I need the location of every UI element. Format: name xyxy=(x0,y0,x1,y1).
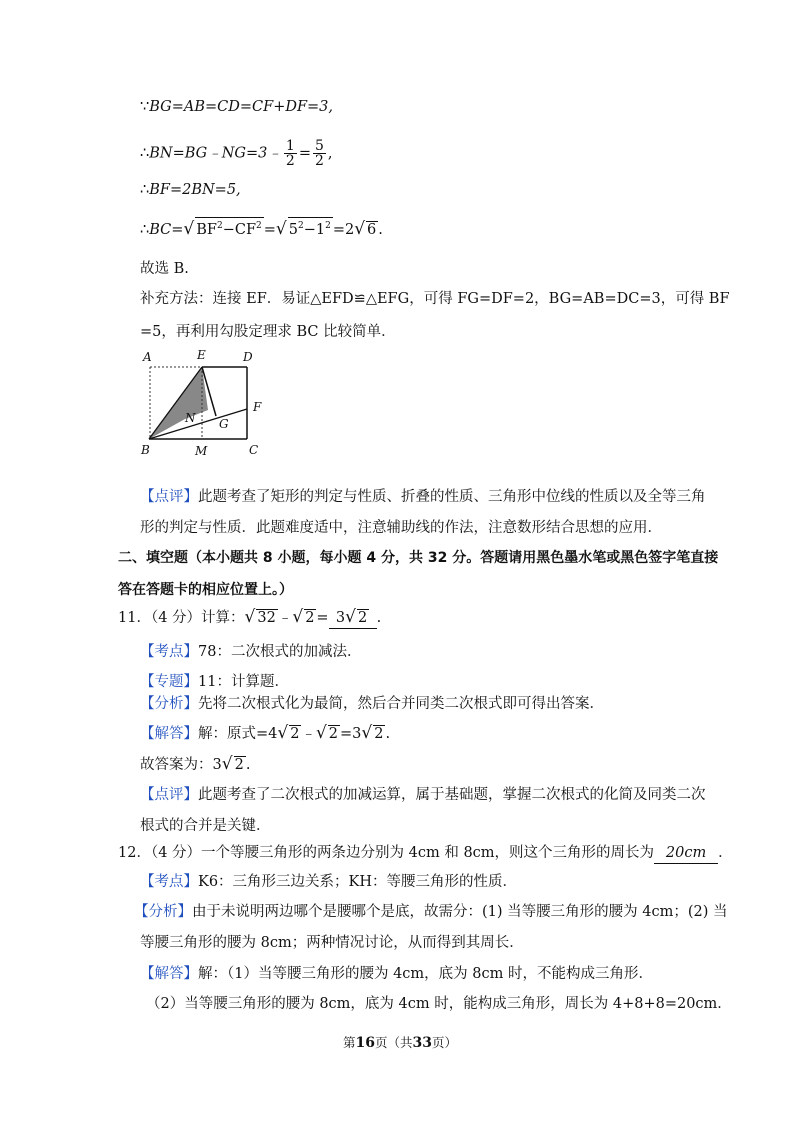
equation: BG=AB=CD=CF+DF=3, xyxy=(149,99,334,115)
choice-line: 故选 B. xyxy=(140,261,189,277)
q12-point: 【考点】K6：三角形三边关系；KH：等腰三角形的性质． xyxy=(140,874,518,890)
radical-sign: √ xyxy=(183,218,195,239)
q11-point: 【考点】78：二次根式的加减法． xyxy=(140,644,362,660)
denominator: 2 xyxy=(285,153,295,169)
radical-sign: √ xyxy=(354,218,366,239)
step-line-2 xyxy=(140,139,333,168)
equals-sign: =2 xyxy=(332,221,355,238)
radical-sign: √ xyxy=(244,607,256,627)
supplement-line-1: 补充方法：连接 EF．易证△EFD≌△EFG，可得 FG=DF=2，BG=AB=DC=3，可得 BF xyxy=(140,291,730,307)
label-a: A xyxy=(143,350,152,364)
q12-analysis-2: 等腰三角形的腰为 8cm；两种情况讨论，从而得到其周长． xyxy=(140,935,524,951)
step-line-1 xyxy=(140,97,333,117)
page-footer: 第16页（共33页） xyxy=(342,1035,457,1051)
period: . xyxy=(378,221,383,238)
numerator: 5 xyxy=(314,138,324,154)
because-symbol: ∵ xyxy=(140,99,150,115)
label-d: D xyxy=(243,350,253,364)
q11-analysis: 【分析】先将二次根式化为最简，然后合并同类二次根式即可得出答案． xyxy=(140,696,604,712)
equation-left: BN=BG﹣NG=3﹣ xyxy=(149,145,282,162)
fraction-one-half xyxy=(284,139,297,168)
label-e: E xyxy=(197,348,206,362)
label-c: C xyxy=(249,443,259,457)
numerator: 1 xyxy=(285,138,295,154)
denominator: 2 xyxy=(314,153,324,169)
section-heading-line-2: 答在答题卡的相应位置上。） xyxy=(118,582,293,598)
q12-analysis-1: 【分析】由于未说明两边哪个是腰哪个是底，故需分：(1) 当等腰三角形的腰为 4cm；(2) 当 xyxy=(134,904,728,920)
q11-solution: 【解答】解：原式=4√ 2 ﹣√ 2 =3√ 2 . xyxy=(140,723,391,743)
label-n: N xyxy=(185,411,196,425)
label-g: G xyxy=(219,417,229,431)
equals-sign: = xyxy=(263,221,276,238)
review-line-1: 【点评】此题考查了矩形的判定与性质、折叠的性质、三角形中位线的性质以及全等三角 xyxy=(140,489,706,505)
review-line-2: 形的判定与性质．此题难度适中，注意辅助线的作法，注意数形结合思想的应用． xyxy=(140,520,662,536)
therefore-symbol: ∴ xyxy=(140,182,150,198)
shaded-triangle xyxy=(149,367,208,439)
label-f: F xyxy=(253,400,262,414)
radical-sign: √ xyxy=(275,218,287,239)
comma: , xyxy=(327,145,333,162)
equation-left: BC= xyxy=(149,221,184,238)
review-tag: 【点评】 xyxy=(140,489,198,505)
section-heading-line-1: 二、填空题（本小题共 8 小题，每小题 4 分，共 32 分。答题请用黑色墨水笔或黑色签字笔直接 xyxy=(118,550,719,566)
q11-answer: 故答案为：3√ 2 . xyxy=(140,754,251,774)
page-total: 33 xyxy=(412,1035,432,1051)
radicand-bf-cf: $BF^2-CF^2$ xyxy=(195,217,264,239)
fraction-five-halves xyxy=(313,139,326,168)
equation: BF=2BN=5, xyxy=(149,182,241,198)
answer-blank: 20cm xyxy=(654,843,718,864)
q11-stem: 11．（4 分）计算：√ 32 ﹣√ 2 = 3√ 2 . xyxy=(118,607,382,627)
q12-stem: 12．（4 分）一个等腰三角形的两条边分别为 4cm 和 8cm，则这个三角形的周长为 20cm ． xyxy=(118,843,733,864)
radicand-numeric: $5^2-1^2$ xyxy=(288,217,333,239)
step-line-3 xyxy=(140,180,241,200)
equals-sign: = xyxy=(298,145,311,162)
q12-solution-2: （2）当等腰三角形的腰为 8cm，底为 4cm 时，能构成三角形，周长为 4+8+8=20cm． xyxy=(146,996,732,1012)
q11-topic: 【专题】11：计算题． xyxy=(140,674,289,690)
q11-review-1: 【点评】此题考查了二次根式的加减运算，属于基础题，掌握二次根式的化简及同类二次 xyxy=(140,787,706,803)
answer-blank: 3√ 2 xyxy=(329,607,377,629)
label-b: B xyxy=(141,443,150,457)
therefore-symbol: ∴ xyxy=(140,145,150,162)
radicand-six: 6 xyxy=(367,221,377,238)
supplement-line-2: =5，再利用勾股定理求 BC 比较简单． xyxy=(140,324,396,340)
page-number: 16 xyxy=(355,1035,375,1051)
therefore-symbol: ∴ xyxy=(140,221,150,238)
q12-solution-1: 【解答】解：（1）当等腰三角形的腰为 4cm，底为 8cm 时，不能构成三角形． xyxy=(140,966,653,982)
radical-sign: √ xyxy=(292,607,304,627)
q11-review-2: 根式的合并是关键． xyxy=(140,818,271,834)
geometry-figure xyxy=(135,345,275,460)
label-m: M xyxy=(195,444,208,458)
step-line-4 xyxy=(140,217,383,240)
